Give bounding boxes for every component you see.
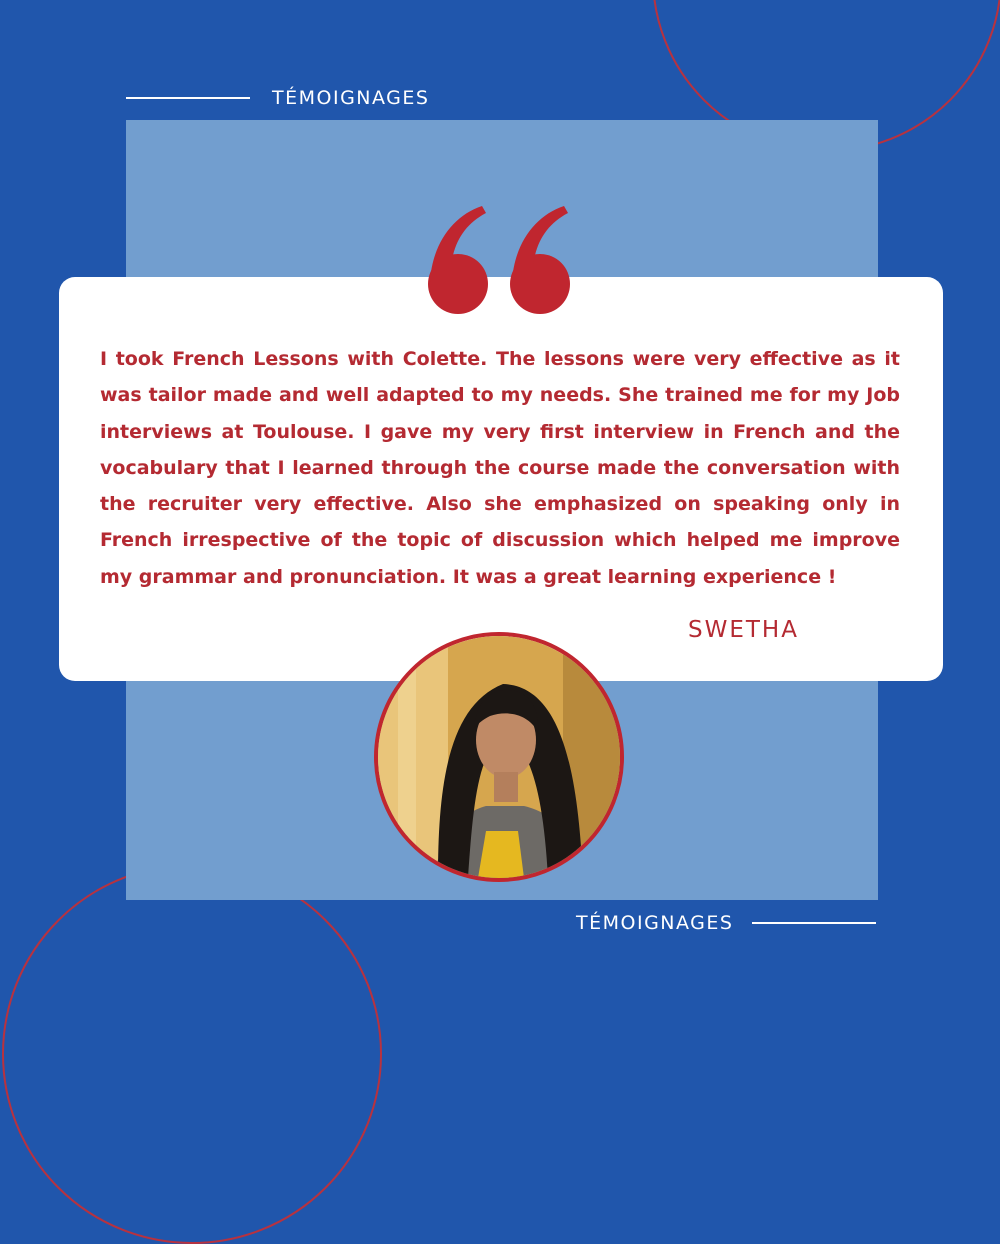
testimonial-quote: I took French Lessons with Colette. The lessons were very effective as it was tailor made and well adapted to my needs. She trained me for my Job interviews at Toulouse. I gave my very first interview in French and the vocabulary that I learned through the course made the conversation with the recruiter very effective. Also she emphasized on speaking only in French irrespective of the topic of discussion which helped me improve my grammar and pronunciation. It was a great learning experience ! [100,348,900,588]
decorative-circle-bottom [2,864,382,1244]
testimonial-author: SWETHA [688,617,799,643]
header-tag: TÉMOIGNAGES [272,87,430,109]
portrait-photo [374,632,624,882]
header-rule [126,97,250,99]
opening-quote-icon [420,200,580,320]
footer-rule [752,922,876,924]
footer-tag: TÉMOIGNAGES [576,912,734,934]
